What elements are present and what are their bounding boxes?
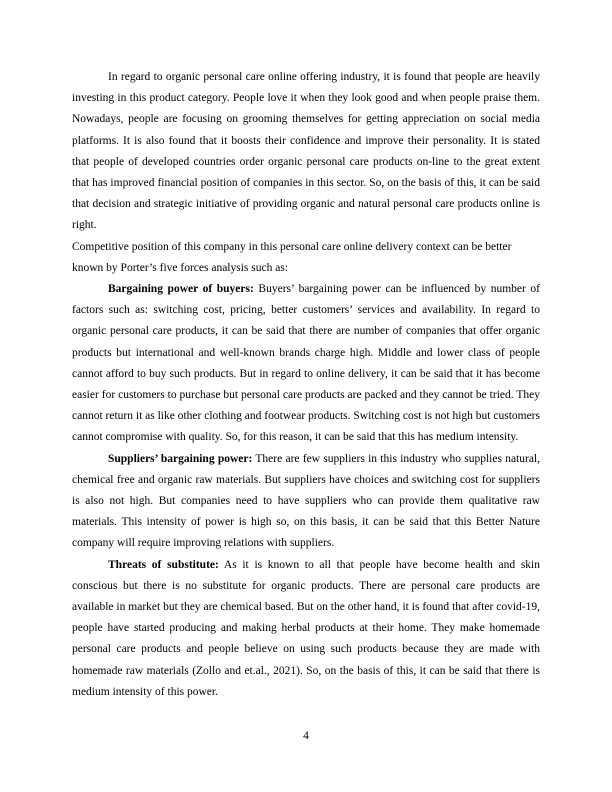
paragraph-text: There are few suppliers in this industry who supplies natural, chemical free and organic raw materials. But suppliers have choices and switching cost for suppliers is also not high. But companies need to have suppliers who can provide them qualitative raw materials. This intensity of power is high so, on this basis, it can be said that this Better Nature company will require improving relations with suppliers. — [72, 452, 540, 550]
page-number: 4 — [303, 730, 309, 742]
paragraph-text: In regard to organic personal care online offering industry, it is found that people are heavily investing in this product category. People love it when they look good and when people praise them. Nowadays, people are focusing on grooming themselves for getting appreciation on social media platforms. It is also found that it boosts their confidence and improve their personality. It is stated that people of developed countries order organic personal care products on-line to the great extent that has improved financial position of companies in this sector. So, on the basis of this, it can be said that decision and strategic initiative of providing organic and natural personal care products online is right. — [72, 71, 540, 232]
paragraph-porter-intro — [72, 237, 540, 279]
paragraph-heading: Bargaining power of buyers: — [108, 283, 254, 296]
paragraph-heading: Suppliers’ bargaining power: — [108, 452, 253, 465]
paragraph-text: As it is known to all that people have become health and skin conscious but there is no substitute for organic products. There are personal care products are available in market but they are chemical based. But on the other hand, it is found that after covid-19, people have started producing and making herbal products at their home. They make homemade personal care products and people believe on using such products because they are made with homemade raw materials (Zollo and et.al., 2021). So, on the basis of this, it can be said that there is medium intensity of this power. — [72, 558, 540, 698]
body-text — [72, 67, 540, 703]
paragraph-buyers-power — [72, 279, 540, 449]
paragraph-text: Competitive position of this company in this personal care online delivery context can be better known by Porter’s five forces analysis such as: — [72, 240, 512, 274]
paragraph-suppliers-power — [72, 449, 540, 555]
paragraph-threat-substitute — [72, 555, 540, 703]
paragraph-text: Buyers’ bargaining power can be influenced by number of factors such as: switching cost, pricing, better customers’ services and availability. In regard to organic personal care products, it can be said that there are number of companies that offer organic products but international and well-known brands charge high. Middle and lower class of people cannot afford to buy such products. But in regard to online delivery, it can be said that it has become easier for customers to purchase but personal care products are packed and they cannot be tried. They cannot return it as like other clothing and footwear products. Switching cost is not high but customers cannot compromise with quality. So, for this reason, it can be said that this has medium intensity. — [72, 283, 540, 444]
paragraph-heading: Threats of substitute: — [108, 558, 219, 571]
paragraph-industry-overview — [72, 67, 540, 237]
